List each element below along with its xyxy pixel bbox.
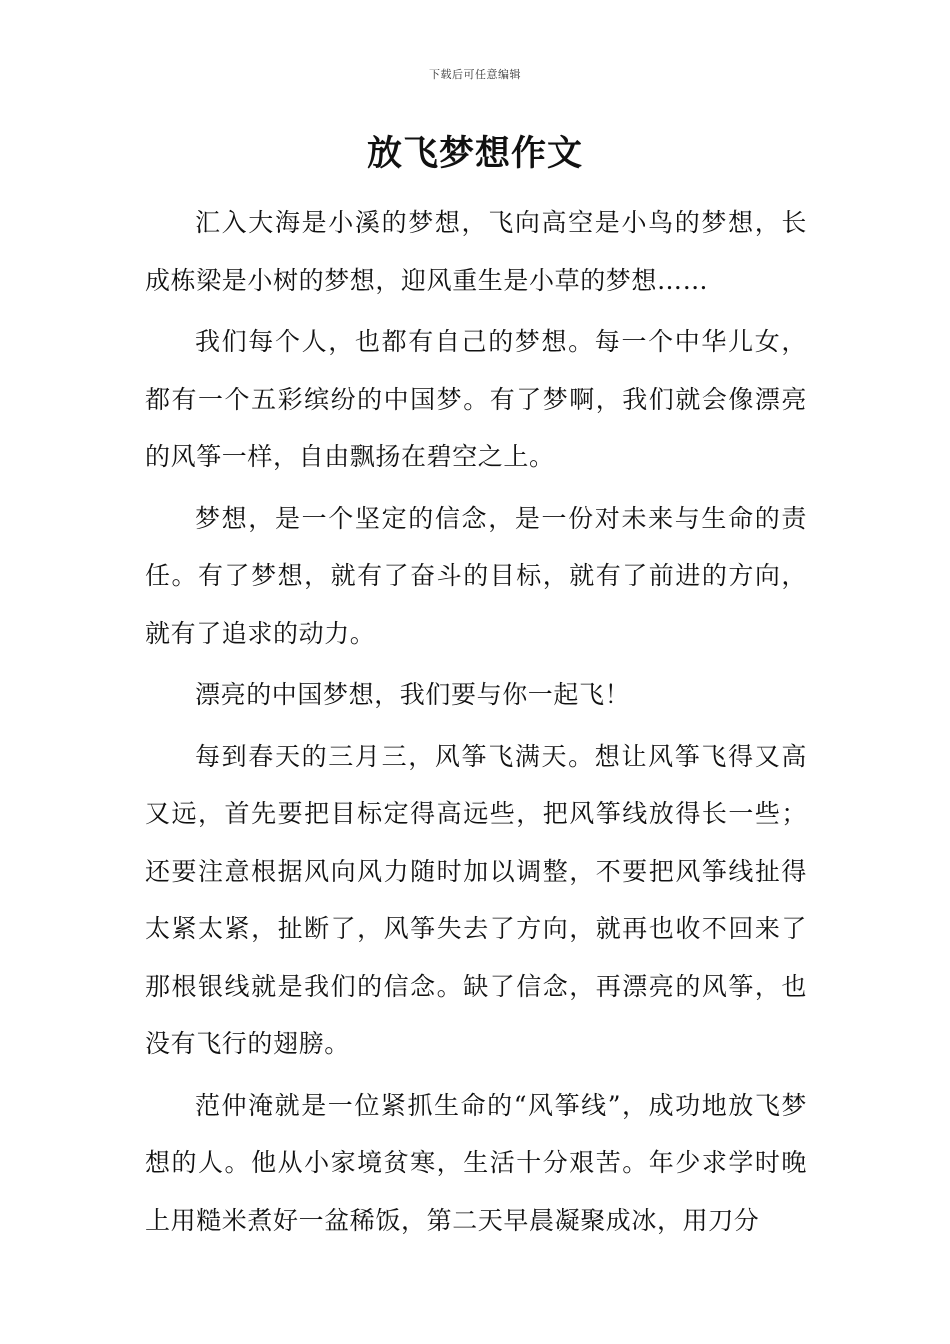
paragraph: 范仲淹就是一位紧抓生命的“风筝线”，成功地放飞梦想的人。他从小家境贫寒，生活十分艰苦。年少求学时晚上用糙米煮好一盆稀饭，第二天早晨凝聚成冰，用刀分 bbox=[145, 1090, 807, 1235]
paragraph: 梦想，是一个坚定的信念，是一份对未来与生命的责任。有了梦想，就有了奋斗的目标，就有了前进的方向，就有了追求的动力。 bbox=[145, 503, 807, 648]
header-note: 下载后可任意编辑 bbox=[429, 68, 521, 81]
paragraph: 漂亮的中国梦想，我们要与你一起飞！ bbox=[195, 680, 631, 709]
paragraph: 汇入大海是小溪的梦想，飞向高空是小鸟的梦想，长成栋梁是小树的梦想，迎风重生是小草的梦想…… bbox=[145, 208, 807, 295]
document-body bbox=[145, 194, 807, 1253]
paragraph: 我们每个人，也都有自己的梦想。每一个中华儿女，都有一个五彩缤纷的中国梦。有了梦啊，我们就会像漂亮的风筝一样，自由飘扬在碧空之上。 bbox=[145, 327, 807, 471]
paragraph: 每到春天的三月三，风筝飞满天。想让风筝飞得又高又远，首先要把目标定得高远些，把风筝线放得长一些；还要注意根据风向风力随时加以调整，不要把风筝线扯得太紧太紧，扯断了，风筝失去了方向，就再也收不回来了那根银线就是我们的信念。缺了信念，再漂亮的风筝，也没有飞行的翅膀。 bbox=[145, 741, 807, 1058]
document-title: 放飞梦想作文 bbox=[366, 134, 583, 174]
